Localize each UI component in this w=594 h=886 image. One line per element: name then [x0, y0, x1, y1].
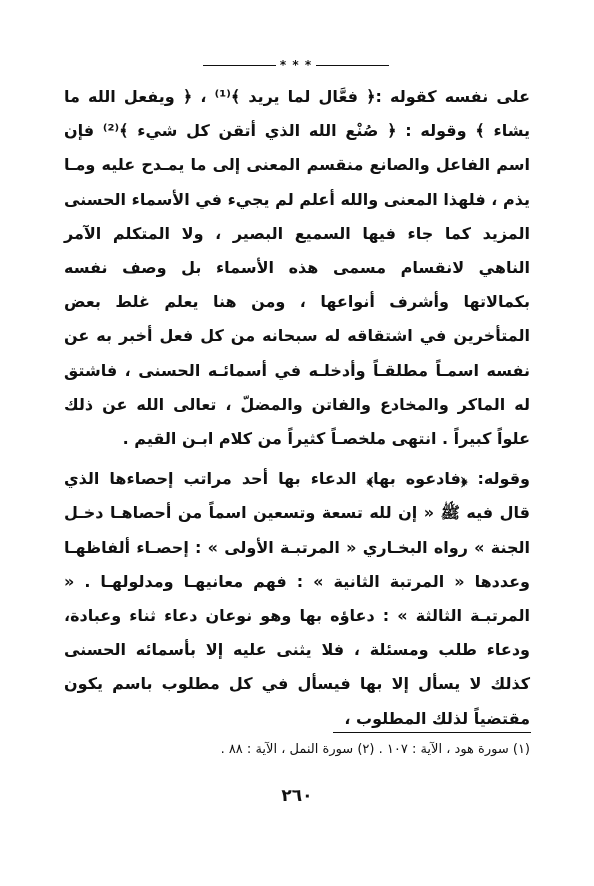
- page-number: ٢٦٠: [281, 786, 313, 806]
- footnotes: (١) سورة هود ، الآية : ١٠٧ . (٢) سورة النمل ، الآية : ٨٨ .: [220, 742, 530, 757]
- main-text: [64, 80, 530, 736]
- paragraph-2: وقوله: ﴿فادعوه بها﴾ الدعاء بها أحد مراتب إحصاءها الذي قال فيه ﷺ « إن لله تسعة وتسعين اسماً من أحصاهـا دخـل الجنة » رواه البخـاري « المرتبـة الأولى » : إحصـاء ألفاظهـا وعددها « المرتبة الثانية » : فهم معانيهـا ومدلولهـا . « المرتبـة الثالثة » : دعاؤه بها وهو نوعان دعاء ثناء وعبادة، ودعاء طلب ومسئلة ، فلا يثنى عليه إلا بأسمائه الحسنى كذلك لا يسأل إلا بها فيسأل في كل مطلوب باسم يكون مقتضياً لذلك المطلوب ،: [64, 469, 530, 728]
- footnote-divider: [333, 732, 531, 733]
- paragraph-1: على نفسه كقوله :﴿ فعَّال لما يريد ﴾⁽¹⁾ ، ﴿ ويفعل الله ما يشاء ﴾ وقوله : ﴿ صُنْع الله الذي أتقن كل شيء ﴾⁽²⁾ فإن اسم الفاعل والصانع منقسم المعنى إلى ما يمـدح عليه ومـا يذم ، فلهذا المعنى والله أعلم لم يجيء في الأسماء الحسنى المزيد كما جاء فيها السميع البصير ، ولا المتكلم الآمر الناهي لانقسام مسمى هذه الأسماء بل وصف نفسه بكمالاتها وأشرف أنواعها ، ومن هنا يعلم غلط بعض المتأخرين في اشتقاقه له سبحانه من كل فعل أخبر به عن نفسه اسمـاً مطلقـاً وأدخلـه في أسمائـه الحسنى ، فاشتق له الماكر والمخادع والفاتن والمضلّ ، تعالى الله عن ذلك علواً كبيراً . انتهى ملخصـاً كثيراً من كلام ابـن القيم .: [64, 87, 530, 449]
- separator-stars: * * *: [279, 58, 313, 72]
- separator-rule-left: [203, 65, 276, 66]
- separator-rule-right: [316, 65, 389, 66]
- section-separator: [203, 58, 389, 72]
